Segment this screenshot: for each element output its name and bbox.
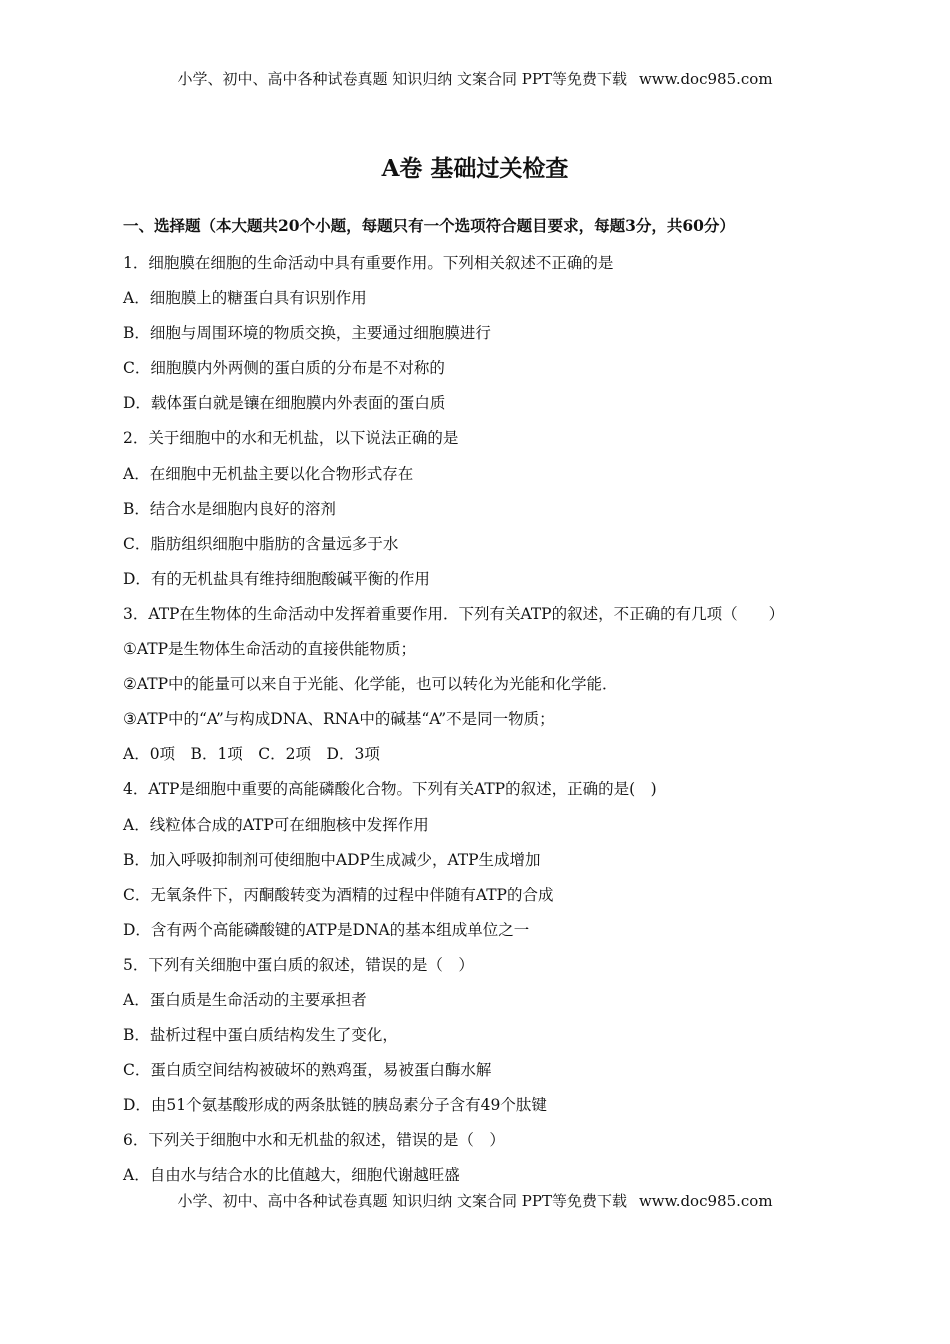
page-header (0, 68, 950, 89)
question-4-option-d: D．含有两个高能磷酸键的ATP是DNA的基本组成单位之一 (123, 920, 530, 939)
question-3-stem: 3．ATP在生物体的生命活动中发挥着重要作用．下列有关ATP的叙述，不正确的有几项（ ） (123, 604, 785, 623)
page-title: A卷 基础过关检查 (381, 155, 569, 182)
question-2-option-c: C．脂肪组织细胞中脂肪的含量远多于水 (123, 534, 399, 553)
question-4-option-b: B．加入呼吸抑制剂可使细胞中ADP生成减少，ATP生成增加 (123, 850, 541, 869)
page-footer (0, 1190, 950, 1211)
question-1-option-d: D．载体蛋白就是镶在细胞膜内外表面的蛋白质 (123, 394, 446, 413)
question-3-statement-1: ①ATP是生物体生命活动的直接供能物质； (123, 640, 417, 659)
question-5-option-d: D．由51个氨基酸形成的两条肽链的胰岛素分子含有49个肽键 (123, 1096, 547, 1115)
footer-url[interactable]: www.doc985.com (638, 1192, 773, 1210)
question-2-stem: 2．关于细胞中的水和无机盐，以下说法正确的是 (123, 429, 459, 448)
question-6-stem: 6．下列关于细胞中水和无机盐的叙述，错误的是（ ） (123, 1131, 505, 1150)
question-list (123, 248, 843, 1196)
footer-text: 小学、初中、高中各种试卷真题 知识归纳 文案合同 PPT等免费下载 (177, 1192, 627, 1210)
header-url[interactable]: www.doc985.com (638, 70, 773, 88)
question-4-option-a: A．线粒体合成的ATP可在细胞核中发挥作用 (123, 815, 429, 834)
question-2-option-a: A．在细胞中无机盐主要以化合物形式存在 (123, 464, 414, 483)
header-text: 小学、初中、高中各种试卷真题 知识归纳 文案合同 PPT等免费下载 (177, 70, 627, 88)
question-3-statement-3: ③ATP中的“A”与构成DNA、RNA中的碱基“A”不是同一物质； (123, 710, 555, 729)
section-title: 一、选择题（本大题共20个小题，每题只有一个选项符合题目要求，每题3分，共60分） (123, 216, 735, 235)
question-2-option-d: D．有的无机盐具有维持细胞酸碱平衡的作用 (123, 569, 430, 588)
question-3-options: A．0项 B．1项 C．2项 D．3项 (123, 745, 380, 764)
question-1-option-c: C．细胞膜内外两侧的蛋白质的分布是不对称的 (123, 359, 445, 378)
question-4-option-c: C．无氧条件下，丙酮酸转变为酒精的过程中伴随有ATP的合成 (123, 885, 554, 904)
question-6-option-a: A．自由水与结合水的比值越大，细胞代谢越旺盛 (123, 1166, 460, 1185)
question-1-stem: 1．细胞膜在细胞的生命活动中具有重要作用。下列相关叙述不正确的是 (123, 254, 614, 272)
question-5-option-a: A．蛋白质是生命活动的主要承担者 (123, 990, 367, 1009)
question-1-option-b: B．细胞与周围环境的物质交换，主要通过细胞膜进行 (123, 324, 491, 343)
question-5-stem: 5．下列有关细胞中蛋白质的叙述，错误的是（ ） (123, 955, 474, 974)
question-2-option-b: B．结合水是细胞内良好的溶剂 (123, 499, 336, 518)
question-4-stem: 4．ATP是细胞中重要的高能磷酸化合物。下列有关ATP的叙述，正确的是( ) (123, 780, 657, 799)
question-1-option-a: A．细胞膜上的糖蛋白具有识别作用 (123, 289, 367, 308)
question-3-statement-2: ②ATP中的能量可以来自于光能、化学能，也可以转化为光能和化学能． (123, 675, 618, 694)
question-5-option-b: B．盐析过程中蛋白质结构发生了变化， (123, 1026, 398, 1045)
question-5-option-c: C．蛋白质空间结构被破坏的熟鸡蛋，易被蛋白酶水解 (123, 1061, 492, 1080)
